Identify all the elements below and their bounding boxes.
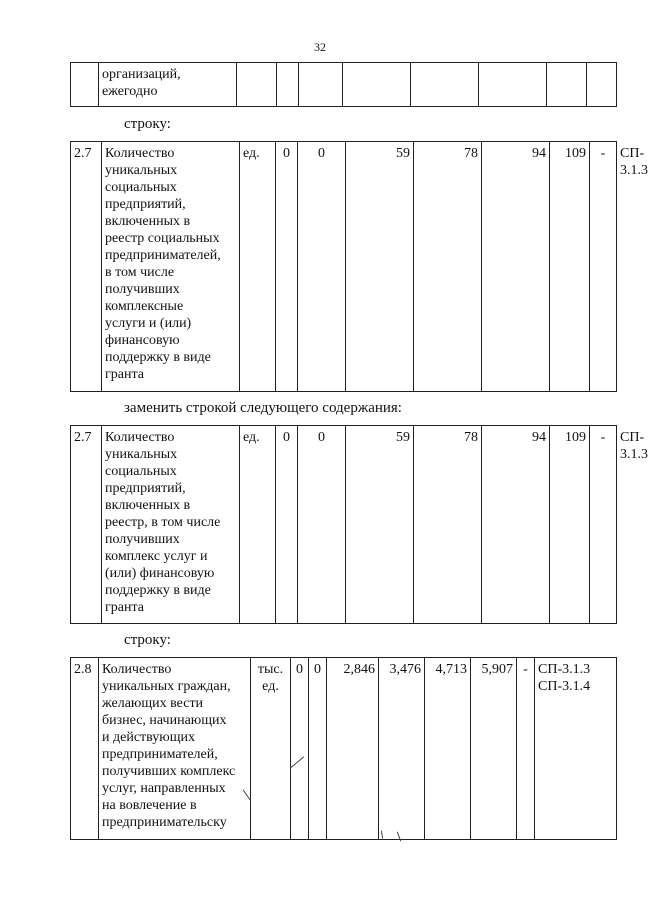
page-number: 32: [314, 40, 326, 54]
value-cell: 59: [346, 426, 414, 624]
table-row: [71, 658, 617, 840]
value-cell: 59: [346, 142, 414, 392]
instruction-text: строку:: [124, 116, 171, 132]
indicator-name: Количество уникальных граждан, желающих вести бизнес, начинающих и действующих предпринимателей, получивших комплекс услуг, направленных на вовлечение в предпринимательску: [99, 658, 251, 840]
value-cell: 0: [276, 426, 298, 624]
value-cell: 4,713: [425, 658, 471, 840]
unit: ед.: [240, 426, 276, 624]
indicator-name: Количество уникальных социальных предприятий, включенных в реестр, в том числе получивших комплекс услуг и (или) финансовую поддержку в виде гранта: [102, 426, 240, 624]
table-row-2-7-old: [70, 141, 648, 392]
value-cell: -: [517, 658, 535, 840]
row-number: 2.7: [71, 426, 102, 624]
value-cell: 78: [414, 142, 482, 392]
table-fragment-top: [70, 62, 617, 107]
value-cell: 5,907: [471, 658, 517, 840]
value-cell: 2,846: [327, 658, 379, 840]
value-cell: 0: [298, 142, 346, 392]
value-cell: 94: [482, 426, 550, 624]
table-row: 2.7 Количество уникальных социальных предприятий, включенных в реестр, в том числе получивших комплекс услуг и (или) финансовую поддержку в виде гранта ед. 0 0 59 78 94 109 - СП- 3.1.3: [71, 426, 617, 624]
instruction-text: строку:: [124, 632, 171, 648]
value-cell: 109: [550, 426, 590, 624]
value-cell: 78: [414, 426, 482, 624]
unit: ед.: [240, 142, 276, 392]
value-cell: -: [590, 142, 617, 392]
row-number: 2.8: [71, 658, 99, 840]
value-cell: 109: [550, 142, 590, 392]
value-cell: 0: [291, 658, 309, 840]
value-cell: 0: [309, 658, 327, 840]
row-number: 2.7: [71, 142, 102, 392]
value-cell: 3,476: [379, 658, 425, 840]
table-row: 2.7 Количество уникальных социальных предприятий, включенных в реестр социальных предпринимателей, в том числе получивших комплексные услуги и (или) финансовую поддержку в виде гранта ед. 0 0 59 78 94 109 - СП- 3.1.3: [71, 142, 617, 392]
code-cell: СП-3.1.3 СП-3.1.4: [535, 658, 617, 840]
value-cell: 0: [298, 426, 346, 624]
indicator-name: организаций, ежегодно: [99, 63, 237, 107]
value-cell: 0: [276, 142, 298, 392]
value-cell: -: [590, 426, 617, 624]
instruction-text: заменить строкой следующего содержания:: [124, 400, 402, 416]
table-row-2-8: [70, 657, 617, 840]
value-cell: 94: [482, 142, 550, 392]
indicator-name: Количество уникальных социальных предприятий, включенных в реестр социальных предпринимателей, в том числе получивших комплексные услуги и (или) финансовую поддержку в виде гранта: [102, 142, 240, 392]
table-row: [71, 63, 617, 107]
unit: тыс. ед.: [251, 658, 291, 840]
table-row-2-7-new: [70, 425, 648, 624]
